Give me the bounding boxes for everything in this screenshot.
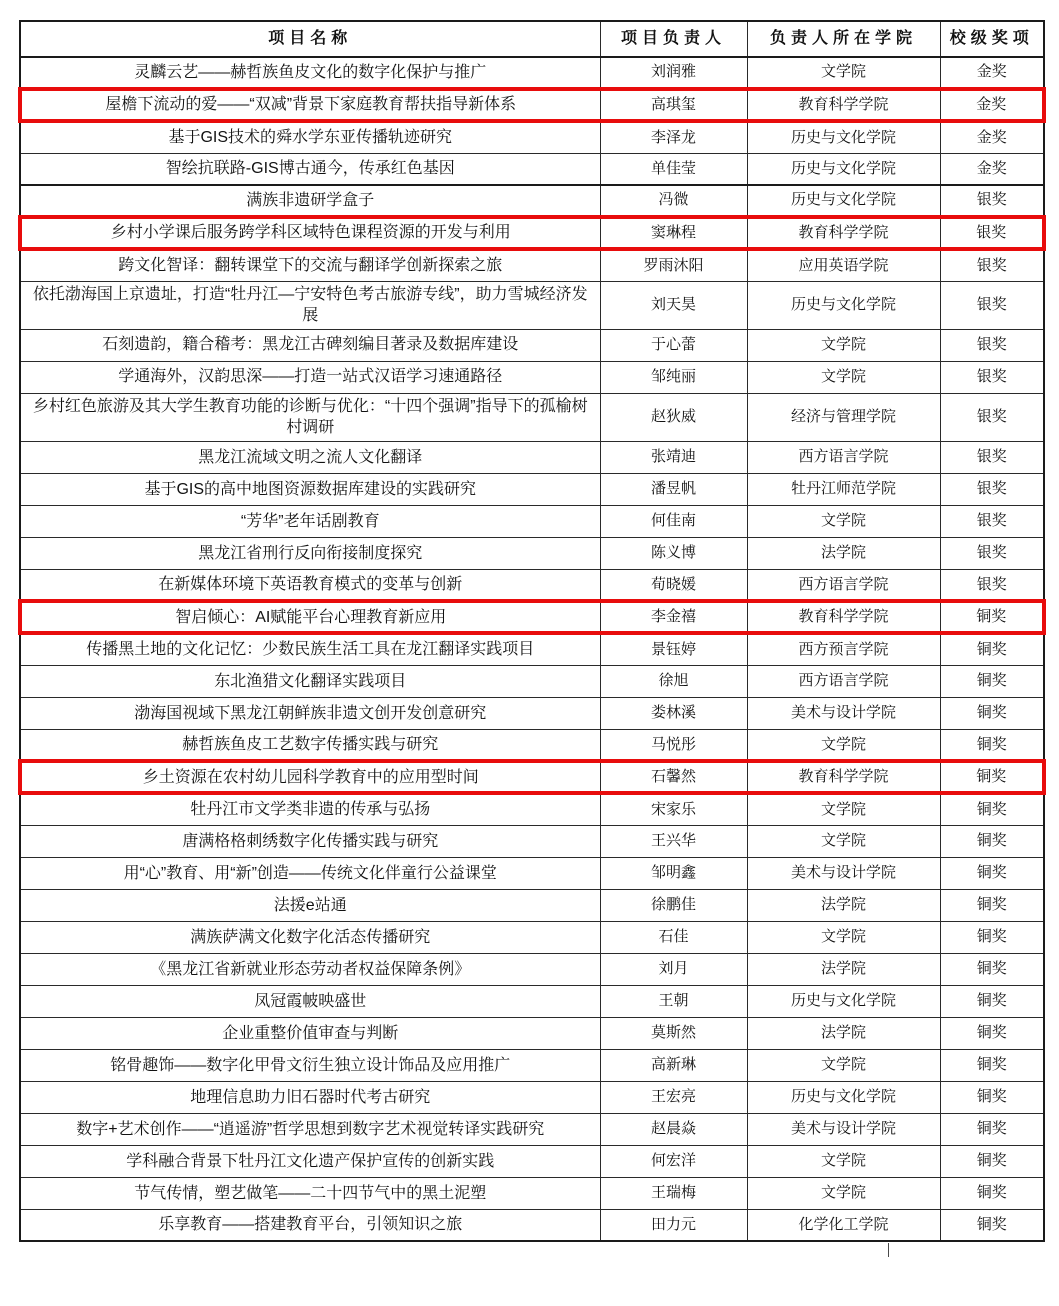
project-name-cell: 法援e站通 [20,889,600,921]
leader-college-cell: 教育科学学院 [747,217,940,249]
award-level-cell: 银奖 [940,569,1044,601]
table-row [20,633,1044,665]
project-leader-cell: 赵晨焱 [600,1113,747,1145]
project-name-cell: 满族非遗研学盒子 [20,185,600,217]
table-row [20,985,1044,1017]
project-name-cell: 石刻遗韵，籍合稽考：黑龙江古碑刻编目著录及数据库建设 [20,329,600,361]
table-row [20,185,1044,217]
award-level-cell: 金奖 [940,57,1044,89]
leader-college-cell: 美术与设计学院 [747,697,940,729]
project-leader-cell: 窦琳程 [600,217,747,249]
project-leader-cell: 赵狄威 [600,393,747,441]
project-leader-cell: 娄林溪 [600,697,747,729]
project-name-cell: 凤冠霞帔映盛世 [20,985,600,1017]
project-name-cell: 乡土资源在农村幼儿园科学教育中的应用型时间 [20,761,600,793]
project-leader-cell: 李金禧 [600,601,747,633]
project-leader-cell: 陈义博 [600,537,747,569]
table-row [20,537,1044,569]
cutoff-content-line [888,1243,889,1257]
project-name-cell: 在新媒体环境下英语教育模式的变革与创新 [20,569,600,601]
project-name-cell: “芳华”老年话剧教育 [20,505,600,537]
leader-college-cell: 法学院 [747,1017,940,1049]
leader-college-cell: 文学院 [747,1177,940,1209]
project-name-cell: 灵麟云艺——赫哲族鱼皮文化的数字化保护与推广 [20,57,600,89]
award-level-cell: 银奖 [940,505,1044,537]
table-row [20,953,1044,985]
header-project-leader: 项目负责人 [600,21,747,57]
leader-college-cell: 美术与设计学院 [747,857,940,889]
award-level-cell: 银奖 [940,537,1044,569]
leader-college-cell: 经济与管理学院 [747,393,940,441]
leader-college-cell: 历史与文化学院 [747,281,940,329]
project-name-cell: 屋檐下流动的爱——“双减”背景下家庭教育帮扶指导新体系 [20,89,600,121]
award-level-cell: 铜奖 [940,697,1044,729]
project-leader-cell: 单佳莹 [600,153,747,185]
award-level-cell: 铜奖 [940,793,1044,825]
project-leader-cell: 何宏洋 [600,1145,747,1177]
award-level-cell: 铜奖 [940,729,1044,761]
table-row [20,1081,1044,1113]
leader-college-cell: 美术与设计学院 [747,1113,940,1145]
project-leader-cell: 王兴华 [600,825,747,857]
award-level-cell: 银奖 [940,441,1044,473]
award-level-cell: 银奖 [940,329,1044,361]
award-level-cell: 铜奖 [940,825,1044,857]
project-leader-cell: 马悦彤 [600,729,747,761]
header-project-name: 项目名称 [20,21,600,57]
table-row [20,1177,1044,1209]
table-row [20,505,1044,537]
leader-college-cell: 西方语言学院 [747,441,940,473]
leader-college-cell: 文学院 [747,57,940,89]
award-level-cell: 铜奖 [940,1017,1044,1049]
leader-college-cell: 教育科学学院 [747,601,940,633]
leader-college-cell: 文学院 [747,329,940,361]
project-leader-cell: 石佳 [600,921,747,953]
project-name-cell: 牡丹江市文学类非遗的传承与弘扬 [20,793,600,825]
award-level-cell: 铜奖 [940,665,1044,697]
leader-college-cell: 西方语言学院 [747,569,940,601]
project-leader-cell: 潘昱帆 [600,473,747,505]
project-name-cell: 东北渔猎文化翻译实践项目 [20,665,600,697]
project-leader-cell: 于心蕾 [600,329,747,361]
table-row [20,729,1044,761]
award-level-cell: 铜奖 [940,1113,1044,1145]
leader-college-cell: 文学院 [747,825,940,857]
project-leader-cell: 徐鹏佳 [600,889,747,921]
award-level-cell: 银奖 [940,281,1044,329]
table-row [20,121,1044,153]
award-level-cell: 金奖 [940,153,1044,185]
project-leader-cell: 刘润雅 [600,57,747,89]
project-leader-cell: 王宏亮 [600,1081,747,1113]
award-level-cell: 银奖 [940,217,1044,249]
table-header [20,21,1044,57]
project-name-cell: 满族萨满文化数字化活态传播研究 [20,921,600,953]
leader-college-cell: 历史与文化学院 [747,153,940,185]
table-row [20,217,1044,249]
project-name-cell: 跨文化智译：翻转课堂下的交流与翻译学创新探索之旅 [20,249,600,281]
table-row [20,153,1044,185]
project-name-cell: 乐享教育——搭建教育平台，引领知识之旅 [20,1209,600,1241]
award-level-cell: 铜奖 [940,633,1044,665]
leader-college-cell: 文学院 [747,793,940,825]
award-level-cell: 银奖 [940,185,1044,217]
leader-college-cell: 历史与文化学院 [747,121,940,153]
project-leader-cell: 高新琳 [600,1049,747,1081]
leader-college-cell: 法学院 [747,537,940,569]
award-level-cell: 银奖 [940,361,1044,393]
leader-college-cell: 教育科学学院 [747,89,940,121]
leader-college-cell: 牡丹江师范学院 [747,473,940,505]
project-name-cell: 乡村小学课后服务跨学科区域特色课程资源的开发与利用 [20,217,600,249]
leader-college-cell: 法学院 [747,889,940,921]
award-level-cell: 铜奖 [940,761,1044,793]
table-row [20,57,1044,89]
leader-college-cell: 历史与文化学院 [747,185,940,217]
table-row [20,89,1044,121]
project-name-cell: 智启倾心：AI赋能平台心理教育新应用 [20,601,600,633]
table-row [20,361,1044,393]
table-row [20,825,1044,857]
table-row [20,889,1044,921]
table-row [20,441,1044,473]
leader-college-cell: 文学院 [747,1049,940,1081]
award-level-cell: 铜奖 [940,921,1044,953]
table-row [20,793,1044,825]
award-level-cell: 金奖 [940,121,1044,153]
leader-college-cell: 文学院 [747,729,940,761]
project-leader-cell: 高琪玺 [600,89,747,121]
award-level-cell: 铜奖 [940,601,1044,633]
project-leader-cell: 王瑞梅 [600,1177,747,1209]
project-name-cell: 乡村红色旅游及其大学生教育功能的诊断与优化：“十四个强调”指导下的孤榆树村调研 [20,393,600,441]
table-row [20,473,1044,505]
project-leader-cell: 徐旭 [600,665,747,697]
table-row [20,761,1044,793]
project-leader-cell: 莫斯然 [600,1017,747,1049]
leader-college-cell: 历史与文化学院 [747,1081,940,1113]
project-leader-cell: 宋家乐 [600,793,747,825]
table-row [20,857,1044,889]
award-level-cell: 银奖 [940,393,1044,441]
project-leader-cell: 罗雨沐阳 [600,249,747,281]
leader-college-cell: 文学院 [747,505,940,537]
project-leader-cell: 田力元 [600,1209,747,1241]
award-level-cell: 铜奖 [940,857,1044,889]
project-leader-cell: 石馨然 [600,761,747,793]
award-level-cell: 铜奖 [940,985,1044,1017]
table-row [20,1017,1044,1049]
table-row [20,1113,1044,1145]
project-name-cell: 唐满格格刺绣数字化传播实践与研究 [20,825,600,857]
table-row [20,921,1044,953]
table-row [20,569,1044,601]
project-leader-cell: 刘天昊 [600,281,747,329]
table-row [20,1145,1044,1177]
table-body [20,57,1044,1241]
leader-college-cell: 西方语言学院 [747,665,940,697]
leader-college-cell: 法学院 [747,953,940,985]
project-name-cell: 用“心”教育、用“新”创造——传统文化伴童行公益课堂 [20,857,600,889]
awards-table [18,20,1046,1242]
project-name-cell: 节气传情，塑艺做笔——二十四节气中的黑土泥塑 [20,1177,600,1209]
project-leader-cell: 李泽龙 [600,121,747,153]
award-level-cell: 铜奖 [940,1177,1044,1209]
project-name-cell: 《黑龙江省新就业形态劳动者权益保障条例》 [20,953,600,985]
award-level-cell: 铜奖 [940,889,1044,921]
project-leader-cell: 冯微 [600,185,747,217]
leader-college-cell: 化学化工学院 [747,1209,940,1241]
project-name-cell: 黑龙江省刑行反向衔接制度探究 [20,537,600,569]
leader-college-cell: 文学院 [747,361,940,393]
project-name-cell: 黑龙江流域文明之流人文化翻译 [20,441,600,473]
project-name-cell: 学科融合背景下牡丹江文化遗产保护宣传的创新实践 [20,1145,600,1177]
project-name-cell: 数字+艺术创作——“逍遥游”哲学思想到数字艺术视觉转译实践研究 [20,1113,600,1145]
leader-college-cell: 文学院 [747,1145,940,1177]
project-leader-cell: 邹纯丽 [600,361,747,393]
project-leader-cell: 王朝 [600,985,747,1017]
leader-college-cell: 应用英语学院 [747,249,940,281]
project-leader-cell: 荀晓媛 [600,569,747,601]
project-name-cell: 智绘抗联路-GIS博古通今，传承红色基因 [20,153,600,185]
project-name-cell: 赫哲族鱼皮工艺数字传播实践与研究 [20,729,600,761]
award-level-cell: 铜奖 [940,1081,1044,1113]
project-name-cell: 基于GIS的高中地图资源数据库建设的实践研究 [20,473,600,505]
header-row [20,21,1044,57]
project-leader-cell: 何佳南 [600,505,747,537]
table-row [20,665,1044,697]
leader-college-cell: 文学院 [747,921,940,953]
table-row [20,249,1044,281]
header-award-level: 校级奖项 [940,21,1044,57]
award-level-cell: 银奖 [940,249,1044,281]
table-row [20,1049,1044,1081]
project-name-cell: 基于GIS技术的舜水学东亚传播轨迹研究 [20,121,600,153]
project-name-cell: 铭骨趣饰——数字化甲骨文衍生独立设计饰品及应用推广 [20,1049,600,1081]
award-level-cell: 银奖 [940,473,1044,505]
table-row [20,329,1044,361]
leader-college-cell: 西方预言学院 [747,633,940,665]
header-leader-college: 负责人所在学院 [747,21,940,57]
project-leader-cell: 张靖迪 [600,441,747,473]
table-row [20,601,1044,633]
table-row [20,697,1044,729]
award-level-cell: 金奖 [940,89,1044,121]
project-name-cell: 依托渤海国上京遗址，打造“牡丹江—宁安特色考古旅游专线”，助力雪城经济发展 [20,281,600,329]
leader-college-cell: 教育科学学院 [747,761,940,793]
table-row [20,1209,1044,1241]
project-name-cell: 学通海外，汉韵思深——打造一站式汉语学习速通路径 [20,361,600,393]
project-name-cell: 企业重整价值审查与判断 [20,1017,600,1049]
project-leader-cell: 刘月 [600,953,747,985]
award-level-cell: 铜奖 [940,1209,1044,1241]
project-name-cell: 地理信息助力旧石器时代考古研究 [20,1081,600,1113]
award-level-cell: 铜奖 [940,1145,1044,1177]
award-level-cell: 铜奖 [940,1049,1044,1081]
award-level-cell: 铜奖 [940,953,1044,985]
leader-college-cell: 历史与文化学院 [747,985,940,1017]
project-name-cell: 渤海国视域下黑龙江朝鲜族非遗文创开发创意研究 [20,697,600,729]
table-row [20,281,1044,329]
project-leader-cell: 邹明鑫 [600,857,747,889]
project-leader-cell: 景钰婷 [600,633,747,665]
project-name-cell: 传播黑土地的文化记忆：少数民族生活工具在龙江翻译实践项目 [20,633,600,665]
table-row [20,393,1044,441]
